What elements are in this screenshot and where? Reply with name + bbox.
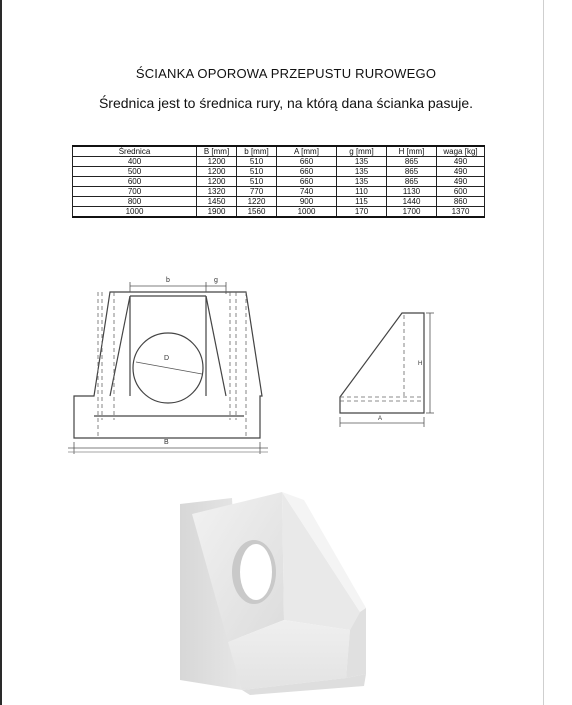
table-cell: 865 <box>387 157 437 167</box>
table-row <box>73 207 485 218</box>
table-cell: 1560 <box>237 207 277 218</box>
dimension-label-g: g <box>214 277 218 284</box>
table-cell: 1440 <box>387 197 437 207</box>
table-cell: 1900 <box>197 207 237 218</box>
table-cell: 490 <box>437 157 485 167</box>
header-cell: B [mm] <box>197 146 237 157</box>
table-row <box>73 157 485 167</box>
product-3d-render <box>170 490 370 695</box>
table-cell: 1700 <box>387 207 437 218</box>
table-cell: 510 <box>237 177 277 187</box>
table-header-row <box>73 146 485 157</box>
table-row <box>73 177 485 187</box>
table-row <box>73 167 485 177</box>
header-cell: b [mm] <box>237 146 277 157</box>
header-cell: g [mm] <box>337 146 387 157</box>
table-cell: 490 <box>437 167 485 177</box>
table-cell: 900 <box>277 197 337 207</box>
dimension-label-b: b <box>166 277 170 284</box>
table-cell: 490 <box>437 177 485 187</box>
header-cell: Średnica <box>73 146 197 157</box>
table-cell: 660 <box>277 157 337 167</box>
table-cell: 865 <box>387 167 437 177</box>
table-cell: 1450 <box>197 197 237 207</box>
document-subtitle: Średnica jest to średnica rury, na którą dana ścianka pasuje. <box>98 95 474 111</box>
table-cell: 660 <box>277 167 337 177</box>
table-cell: 170 <box>337 207 387 218</box>
table-cell: 860 <box>437 197 485 207</box>
table-cell: 700 <box>73 187 197 197</box>
table-cell: 600 <box>73 177 197 187</box>
table-cell: 1130 <box>387 187 437 197</box>
document-title: ŚCIANKA OPOROWA PRZEPUSTU RUROWEGO <box>135 66 437 81</box>
table-cell: 740 <box>277 187 337 197</box>
table-cell: 1000 <box>73 207 197 218</box>
dimension-label-H: H <box>418 361 423 367</box>
table-cell: 115 <box>337 197 387 207</box>
side-view-drawing <box>330 305 440 430</box>
table-cell: 865 <box>387 177 437 187</box>
table-cell: 800 <box>73 197 197 207</box>
table-cell: 1320 <box>197 187 237 197</box>
table-cell: 110 <box>337 187 387 197</box>
table-cell: 510 <box>237 157 277 167</box>
front-view-drawing <box>60 270 275 460</box>
table-row <box>73 197 485 207</box>
table-cell: 500 <box>73 167 197 177</box>
table-cell: 600 <box>437 187 485 197</box>
table-cell: 400 <box>73 157 197 167</box>
table-cell: 1200 <box>197 167 237 177</box>
table-cell: 770 <box>237 187 277 197</box>
dimension-label-B: B <box>164 439 169 446</box>
dimension-label-D: D <box>164 355 170 362</box>
table-cell: 135 <box>337 167 387 177</box>
table-cell: 1200 <box>197 157 237 167</box>
table-cell: 135 <box>337 157 387 167</box>
table-cell: 135 <box>337 177 387 187</box>
table-cell: 1000 <box>277 207 337 218</box>
table-row <box>73 187 485 197</box>
spec-table <box>72 145 485 218</box>
table-cell: 1370 <box>437 207 485 218</box>
table-cell: 510 <box>237 167 277 177</box>
header-cell: H [mm] <box>387 146 437 157</box>
table-cell: 1200 <box>197 177 237 187</box>
table-cell: 1220 <box>237 197 277 207</box>
header-cell: waga [kg] <box>437 146 485 157</box>
header-cell: A [mm] <box>277 146 337 157</box>
dimension-label-A: A <box>378 416 383 422</box>
table-cell: 660 <box>277 177 337 187</box>
